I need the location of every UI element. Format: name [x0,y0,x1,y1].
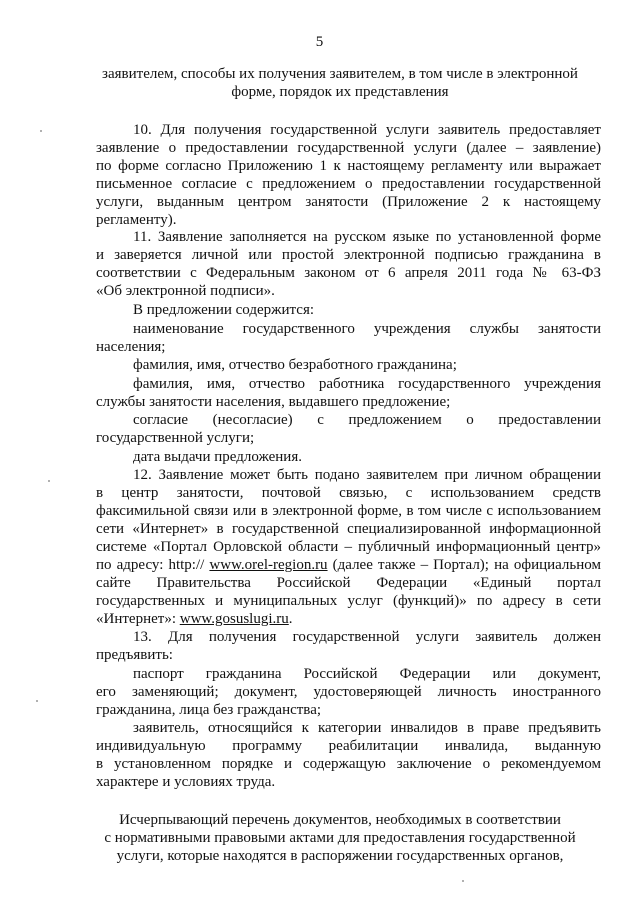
proposal-item: согласие (несогласие) с предложением о предоставлении [133,412,601,428]
proposal-item: фамилия, имя, отчество безработного гражданина; [133,357,457,373]
paragraph-11-line: 11. Заявление заполняется на русском языке по установленной форме [133,229,601,245]
proposal-item: государственной услуги; [96,430,255,446]
section-heading-line: форме, порядок их представления [231,84,449,100]
proposal-intro: В предложении содержится: [133,302,315,318]
paragraph-10-line: по форме согласно Приложению 1 к настоящему регламенту или выражает [96,158,601,174]
proposal-item: наименование государственного учреждения службы занятости [133,321,601,337]
paragraph-11-line: соответствии с Федеральным законом от 6 апреля 2011 года № 63-ФЗ [96,265,601,281]
paragraph-10-line: заявление о предоставлении государственной услуги (далее – заявление) [96,140,601,156]
paragraph-12-line: факсимильной связи или в электронной форме, в том числе с использованием [96,503,601,519]
proposal-item: дата выдачи предложения. [133,449,302,465]
required-document-item: характере и условиях труда. [96,774,276,790]
paragraph-12-line: сайте Правительства Российской Федерации «Единый портал [96,575,601,591]
scan-speck [48,480,50,482]
page-number: 5 [315,34,324,50]
scan-speck [40,130,42,132]
address-suffix: (далее также – Портал); на официальном [327,557,601,573]
paragraph-10-line: регламенту). [96,212,177,228]
orel-region-link[interactable]: www.orel-region.ru [209,557,328,573]
required-document-item: его заменяющий; документ, удостоверяющей личность иностранного [96,684,601,700]
gosuslugi-link[interactable]: www.gosuslugi.ru [179,611,289,627]
required-document-item: индивидуальную программу реабилитации инвалида, выданную [96,738,601,754]
paragraph-12-line: системе «Портал Орловской области – публичный информационный центр» [96,539,601,555]
paragraph-12-line [96,557,601,574]
scan-speck [36,700,38,702]
paragraph-10-line: 10. Для получения государственной услуги заявитель предоставляет [133,122,601,138]
proposal-item: населения; [96,339,166,355]
proposal-item: службы занятости населения, выдавшего предложение; [96,394,451,410]
paragraph-13-line: 13. Для получения государственной услуги заявитель должен [133,629,601,645]
required-document-item: гражданина, лица без гражданства; [96,702,322,718]
paragraph-11-line: и заверяется личной или простой электронной подписью гражданина в [96,247,601,263]
paragraph-12-line [96,611,293,628]
internet-prefix: «Интернет»: [96,611,180,627]
paragraph-12-line: сети «Интернет» в государственной специализированной информационной [96,521,601,537]
paragraph-11-line: «Об электронной подписи». [96,283,275,299]
paragraph-13-line: предъявить: [96,647,173,663]
paragraph-10-line: услуги, выданным центром занятости (Приложение 2 к настоящему [96,194,601,210]
required-document-item: заявитель, относящийся к категории инвалидов в праве предъявить [133,720,601,736]
paragraph-10-line: письменное согласие с предложением о предоставлении государственной [96,176,601,192]
section-heading-line: услуги, которые находятся в распоряжении государственных органов, [116,848,564,864]
period: . [288,611,293,627]
paragraph-12-line: государственных и муниципальных услуг (функций)» по адресу в сети [96,593,601,609]
section-heading-line: с нормативными правовыми актами для предоставления государственной [104,830,576,846]
section-heading-line: заявителем, способы их получения заявителем, в том числе в электронной [102,66,578,82]
scan-speck [462,880,464,882]
paragraph-12-line: 12. Заявление может быть подано заявителем при личном обращении [133,467,601,483]
required-document-item: в установленном порядке и содержащую заключение о рекомендуемом [96,756,601,772]
proposal-item: фамилия, имя, отчество работника государственного учреждения [133,376,601,392]
section-heading-line: Исчерпывающий перечень документов, необходимых в соответствии [119,812,561,828]
paragraph-12-line: в центр занятости, почтовой связью, с использованием средств [96,485,601,501]
required-document-item: паспорт гражданина Российской Федерации или документ, [133,666,601,682]
address-prefix: по адресу: http:// [96,557,210,573]
